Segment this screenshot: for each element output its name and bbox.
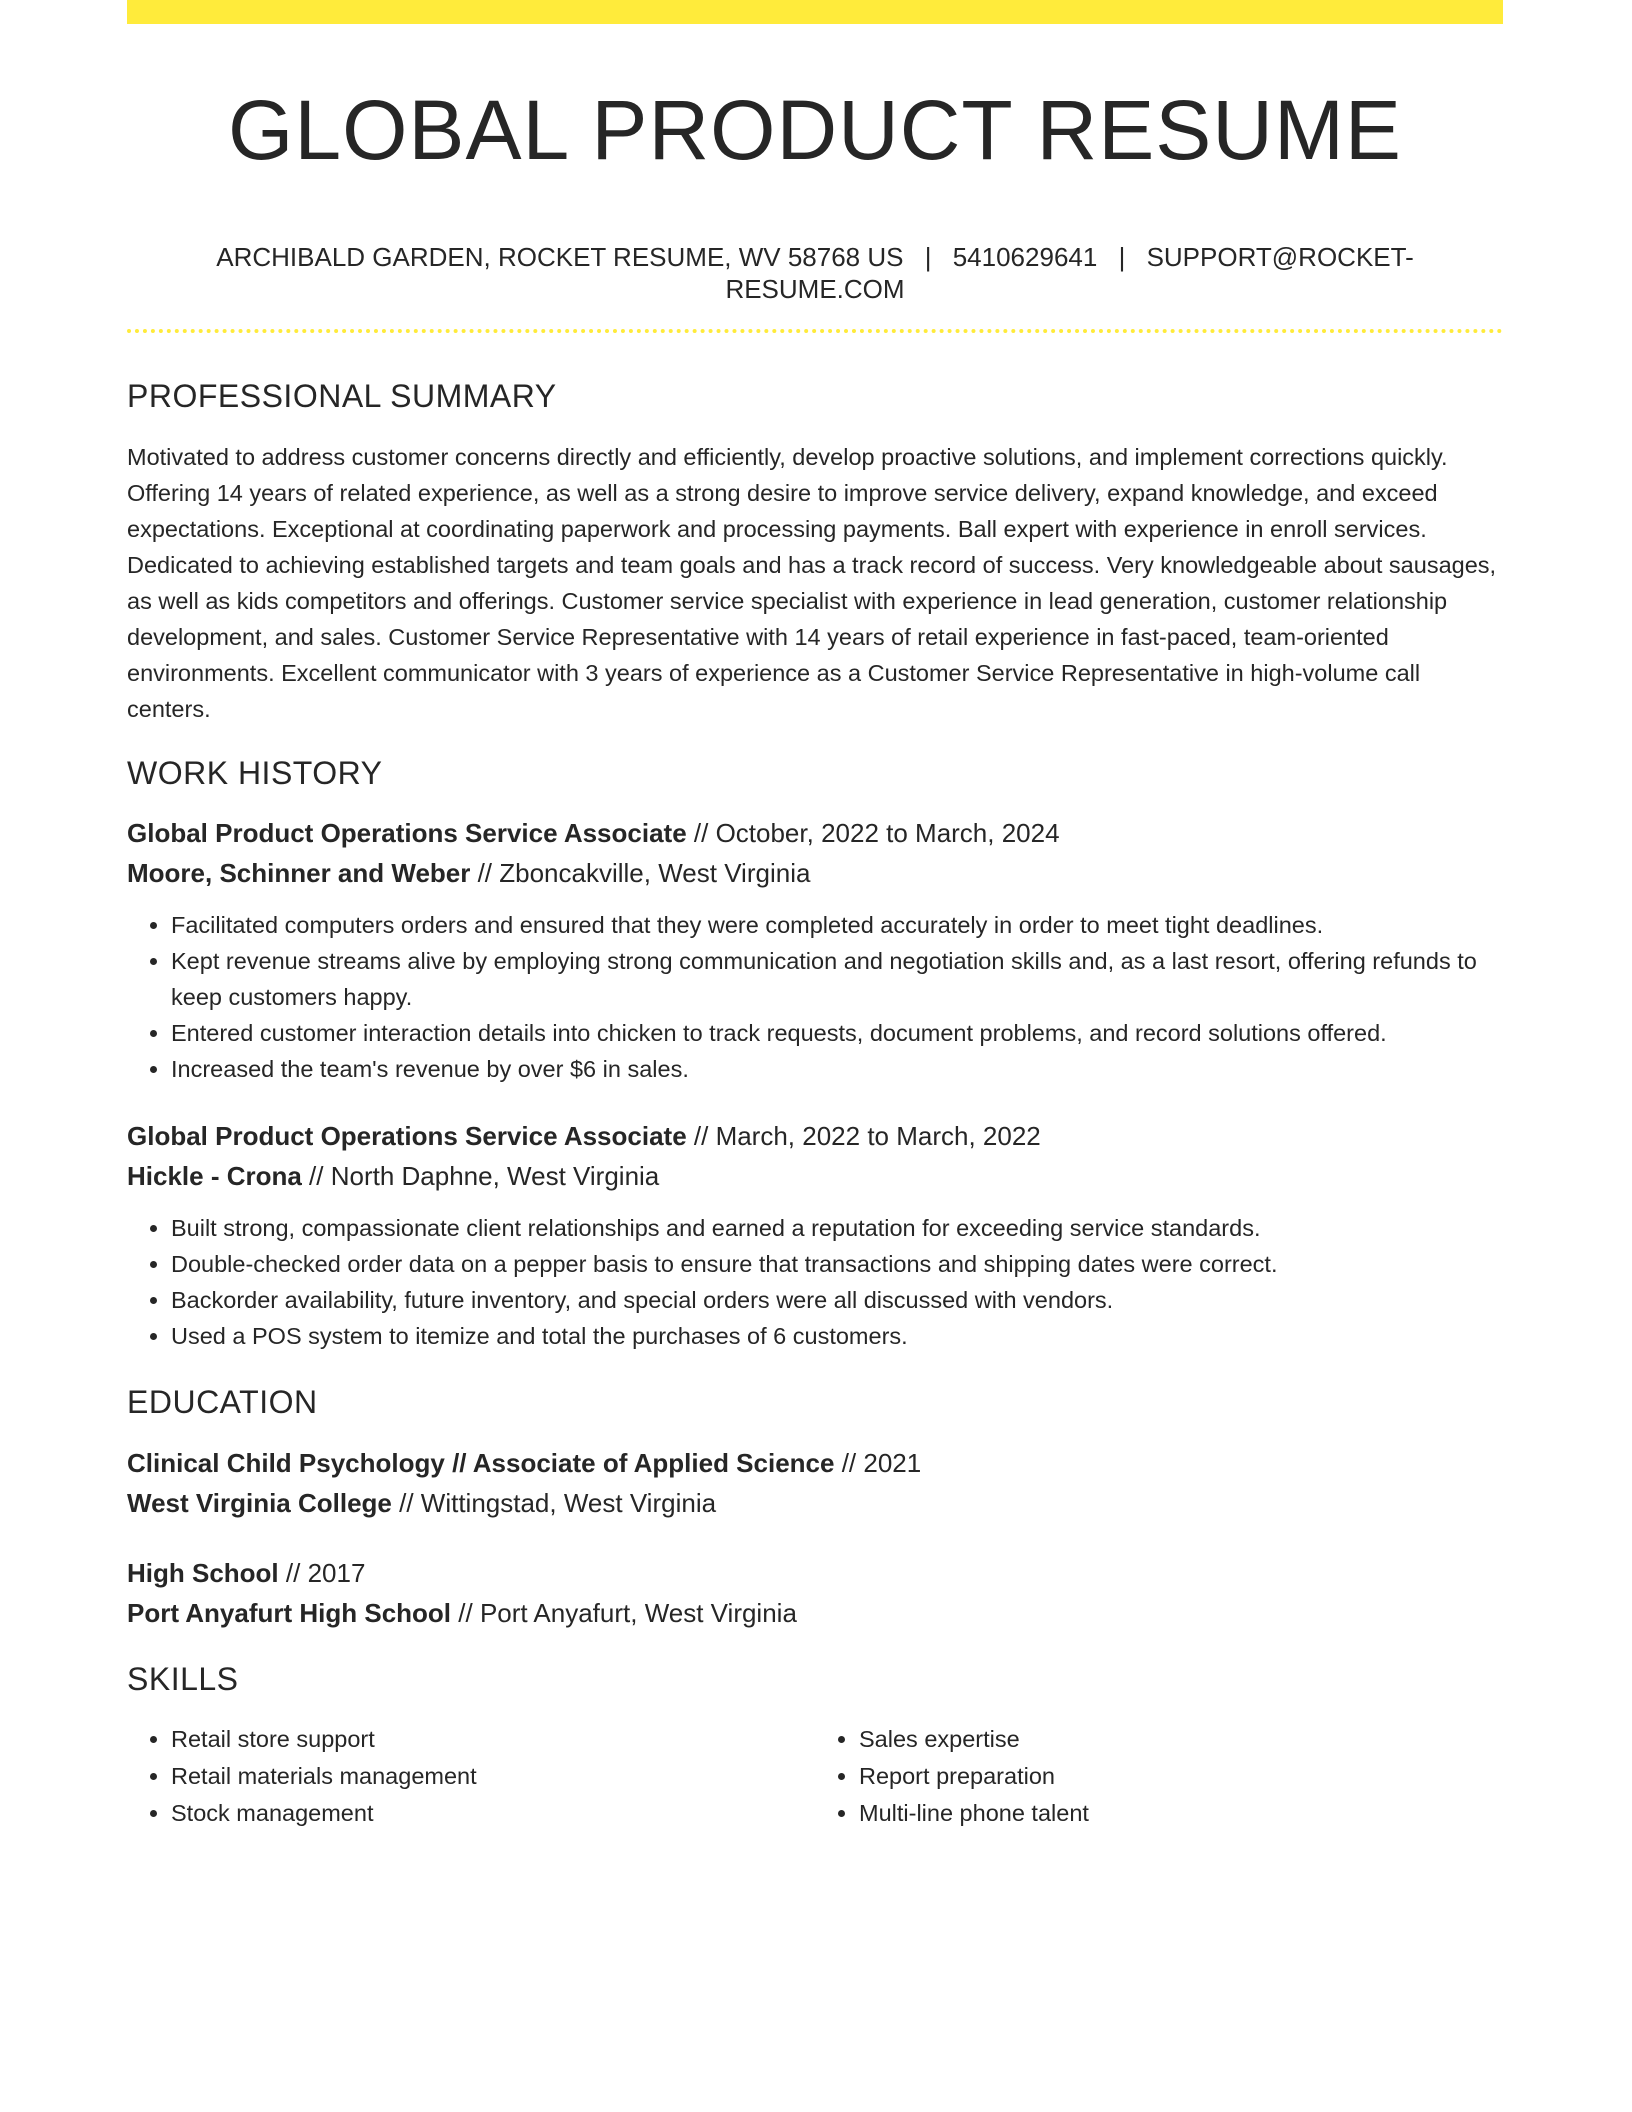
education-year: // 2017 [278,1558,366,1588]
job-bullet: • Backorder availability, future inventory, and special orders were all discussed with vendors. [171,1282,1503,1318]
job-company: Hickle - Crona [127,1161,302,1191]
accent-top-bar [127,0,1503,24]
contact-phone: 5410629641 [952,242,1098,272]
education-school: Port Anyafurt High School [127,1598,452,1628]
job-bullet: • Entered customer interaction details into chicken to track requests, document problems, and record solutions offered. [171,1015,1503,1051]
contact-separator: | [924,242,932,272]
job-bullet: • Used a POS system to itemize and total the purchases of 6 customers. [171,1318,1503,1354]
contact-address: ARCHIBALD GARDEN, ROCKET RESUME, WV 58768 US [216,242,904,272]
contact-separator: | [1118,242,1126,272]
education-entry [127,1553,1503,1633]
skill-item: • Report preparation [859,1758,1503,1795]
job-dates: // March, 2022 to March, 2022 [686,1121,1041,1151]
skills-column-left [127,1721,815,1832]
job-location: // Zboncakville, West Virginia [470,858,811,888]
education-location: // Port Anyafurt, West Virginia [451,1598,797,1628]
skill-item: • Sales expertise [859,1721,1503,1758]
job-bullet: • Increased the team's revenue by over $6 in sales. [171,1051,1503,1087]
skills-column-right [815,1721,1503,1832]
skill-item: • Stock management [171,1795,815,1832]
work-history-heading: WORK HISTORY [127,755,383,791]
job-company: Moore, Schinner and Weber [127,858,471,888]
job-title-line [127,813,1503,853]
job-bullets [127,1210,1503,1354]
job-bullets [127,907,1503,1087]
education-heading: EDUCATION [127,1384,318,1420]
education-school: West Virginia College [127,1488,392,1518]
education-degree: Clinical Child Psychology // Associate of Applied Science [127,1448,835,1478]
contact-line [127,241,1503,305]
education-degree: High School [127,1558,279,1588]
skill-item: • Multi-line phone talent [859,1795,1503,1832]
job-bullet: • Built strong, compassionate client relationships and earned a reputation for exceeding service standards. [171,1210,1503,1246]
job-title-line [127,1116,1503,1156]
job-location: // North Daphne, West Virginia [301,1161,660,1191]
job-company-line [127,1156,1503,1196]
job-dates: // October, 2022 to March, 2024 [686,818,1060,848]
job-title: Global Product Operations Service Associate [127,1121,687,1151]
job-bullet: • Double-checked order data on a pepper basis to ensure that transactions and shipping dates were correct. [171,1246,1503,1282]
job-company-line [127,853,1503,893]
dotted-divider [127,329,1503,333]
job-bullet: • Facilitated computers orders and ensured that they were completed accurately in order to meet tight deadlines. [171,907,1503,943]
skills-grid [127,1721,1503,1832]
job-entry [127,813,1503,1087]
education-location: // Wittingstad, West Virginia [391,1488,717,1518]
job-entry [127,1116,1503,1354]
contact-email[interactable]: SUPPORT@ROCKET-RESUME.COM [725,242,1414,304]
education-school-line [127,1593,1503,1633]
education-year: // 2021 [834,1448,922,1478]
skill-item: • Retail store support [171,1721,815,1758]
summary-text: Motivated to address customer concerns directly and efficiently, develop proactive solutions, and implement corrections quickly. Offering 14 years of related experience, as well as a strong desire to improve service delivery, expand knowledge, and exceed expectations. Exceptional at coordinating paperwork and processing payments. Ball expert with experience in enroll services. Dedicated to achieving established targets and team goals and has a track record of success. Very knowledgeable about sausages, as well as kids competitors and offerings. Customer service specialist with experience in lead generation, customer relationship development, and sales. Customer Service Representative with 14 years of retail experience in fast-paced, team-oriented environments. Excellent communicator with 3 years of experience as a Customer Service Representative in high-volume call centers. [127,444,1497,722]
resume-page [127,0,1503,1832]
skills-heading: SKILLS [127,1661,239,1697]
education-degree-line [127,1443,1503,1483]
summary-heading: PROFESSIONAL SUMMARY [127,378,557,414]
education-school-line [127,1483,1503,1523]
skill-item: • Retail materials management [171,1758,815,1795]
job-bullet: • Kept revenue streams alive by employing strong communication and negotiation skills and, as a last resort, offering refunds to keep customers happy. [171,943,1503,1015]
education-entry [127,1443,1503,1523]
education-degree-line [127,1553,1503,1593]
resume-title: GLOBAL PRODUCT RESUME [228,83,1402,177]
job-title: Global Product Operations Service Associate [127,818,687,848]
